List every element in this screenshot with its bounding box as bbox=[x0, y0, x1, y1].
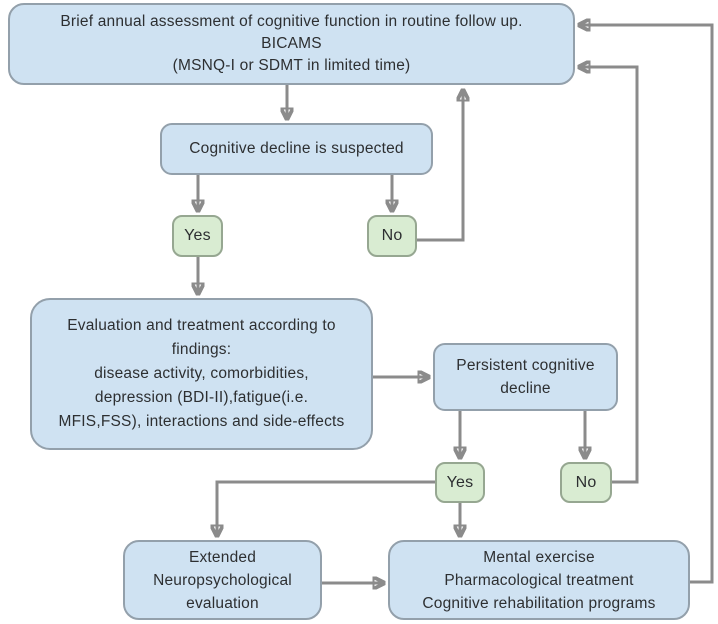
node-yes-suspected bbox=[172, 215, 223, 257]
mental-line-2: Pharmacological treatment bbox=[444, 571, 634, 589]
persistent-line-1: Persistent cognitive bbox=[456, 357, 595, 374]
yes1-label: Yes bbox=[184, 227, 211, 244]
evaluation-line-3: disease activity, comorbidities, bbox=[94, 365, 309, 382]
evaluation-line-1: Evaluation and treatment according to bbox=[67, 317, 336, 334]
connector-yes2-to-extended bbox=[217, 482, 435, 536]
node-yes-persistent bbox=[435, 462, 485, 503]
no2-label: No bbox=[575, 473, 597, 491]
persistent-line-2: decline bbox=[500, 380, 551, 397]
node-evaluation-treatment bbox=[30, 298, 373, 450]
no1-label: No bbox=[381, 227, 403, 244]
node-no-persistent bbox=[560, 462, 612, 503]
evaluation-line-2: findings: bbox=[171, 341, 232, 358]
extended-line-3: evaluation bbox=[186, 594, 259, 612]
connector-no2-to-assessment bbox=[579, 67, 637, 482]
assessment-line-1: Brief annual assessment of cognitive function in routine follow up. bbox=[60, 13, 523, 30]
assessment-line-2: BICAMS bbox=[261, 35, 322, 52]
extended-line-2: Neuropsychological bbox=[153, 571, 292, 589]
node-no-suspected bbox=[367, 215, 417, 257]
assessment-line-3: (MSNQ-I or SDMT in limited time) bbox=[172, 57, 411, 74]
mental-line-3: Cognitive rehabilitation programs bbox=[422, 594, 656, 612]
mental-line-1: Mental exercise bbox=[483, 548, 595, 566]
suspected-label: Cognitive decline is suspected bbox=[189, 140, 404, 157]
node-extended-neuropsychological-evaluation bbox=[123, 540, 322, 620]
node-persistent-cognitive-decline bbox=[433, 343, 618, 411]
evaluation-line-5: MFIS,FSS), interactions and side-effects bbox=[58, 413, 345, 430]
evaluation-line-4: depression (BDI-II),fatigue(i.e. bbox=[94, 389, 309, 406]
node-mental-exercise-treatment bbox=[388, 540, 690, 620]
node-annual-assessment bbox=[8, 3, 575, 85]
extended-line-1: Extended bbox=[188, 548, 257, 566]
node-cognitive-decline-suspected bbox=[160, 123, 433, 175]
yes2-label: Yes bbox=[446, 473, 474, 491]
